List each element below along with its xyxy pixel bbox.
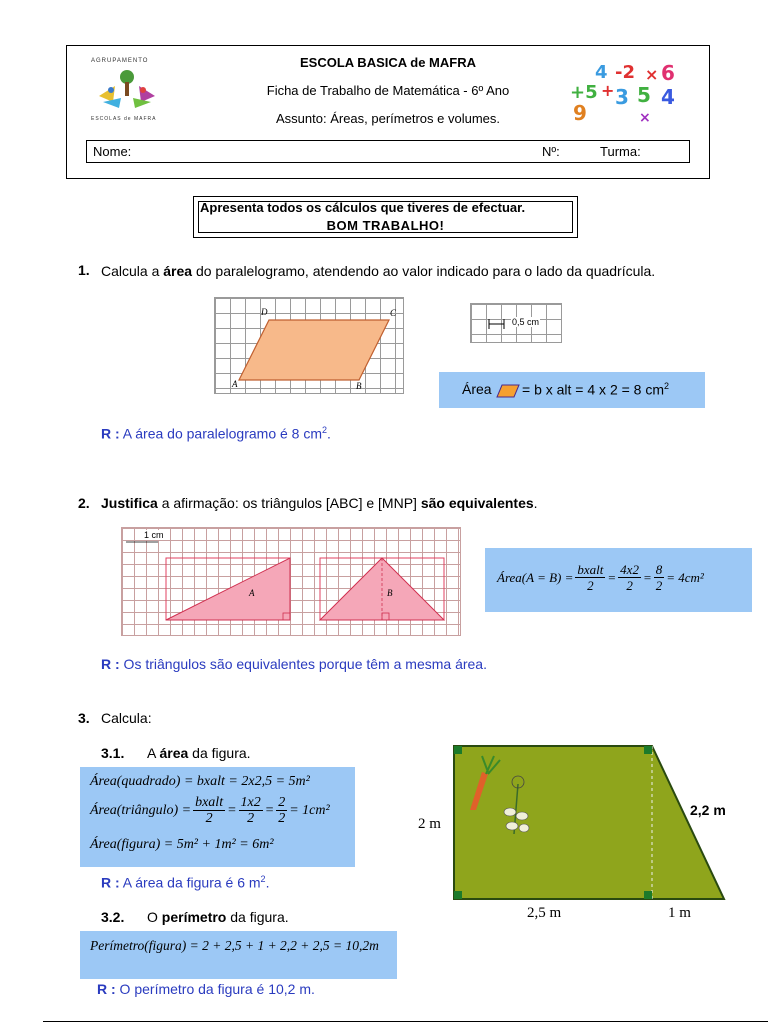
q1-text: Calcula a área do paralelogramo, atendendo ao valor indicado para o lado da quadrícula. (101, 263, 656, 279)
student-info-box (86, 140, 690, 163)
q1-scale-label: 0,5 cm (512, 317, 540, 327)
worksheet-subject: Assunto: Áreas, perímetros e volumes. (276, 111, 500, 126)
q31-text: A área da figura. (147, 745, 251, 761)
parallelogram-icon (496, 384, 520, 398)
q32-answer: R : O perímetro da figura é 10,2 m. (97, 981, 315, 997)
svg-text:×: × (645, 65, 659, 84)
field-bottom-label-1: 2,5 m (527, 905, 562, 921)
svg-text:4: 4 (595, 62, 608, 83)
q32-formula-box (80, 931, 397, 979)
instructions-line1: Apresenta todos os cálculos que tiveres de efectuar. (200, 200, 526, 215)
q2-text: Justifica a afirmação: os triângulos [ABC] e [MNP] são equivalentes. (101, 495, 538, 511)
q2-formula: Área(A = B) = $\frac{\text{bxalt}}{2}$ = $\frac{4x2}{2}$ = $\frac{8}{2}$ = 4cm² (497, 562, 704, 593)
q1-number: 1. (78, 262, 90, 278)
field-bottom-label-2: 1 m (668, 905, 691, 921)
triangle-b-label: B (387, 588, 393, 598)
logo-bottom-text: ESCOLAS de MAFRA (91, 116, 157, 122)
field-right-label: 2,2 m (690, 802, 726, 818)
class-label: Turma: (600, 144, 641, 159)
worksheet-title: Ficha de Trabalho de Matemática - 6º Ano (266, 83, 510, 98)
vertex-c-label: C (390, 308, 397, 318)
q3-number: 3. (78, 710, 90, 726)
q31-formula-box (80, 767, 355, 867)
perimeter-formula: Perímetro(figura) = 2 + 2,5 + 1 + 2,2 + 2,5 = 10,2m (90, 938, 379, 953)
q2-number: 2. (78, 495, 90, 511)
q1-parallelogram-grid (214, 297, 404, 394)
q31-number: 3.1. (101, 745, 125, 761)
q2-scale-label: 1 cm (144, 530, 164, 540)
page-bottom-rule (43, 1021, 768, 1022)
area-figure-formula: Área(figura) = 5m² + 1m² = 6m² (90, 837, 274, 852)
q31-answer: R : A área da figura é 6 $m^2$. (101, 874, 270, 891)
q1-scale-grid (470, 303, 562, 343)
instructions-box (193, 196, 578, 238)
q3-text: Calcula: (101, 710, 152, 726)
q1-formula-box (439, 372, 705, 408)
number-label: Nº: (542, 144, 560, 159)
q1-formula: = b x alt = 4 x 2 = 8 $cm^2$ (522, 381, 670, 398)
q2-answer: R : Os triângulos são equivalentes porque têm a mesma área. (101, 656, 487, 672)
svg-text:5: 5 (637, 83, 651, 107)
svg-text:+5: +5 (570, 82, 598, 103)
svg-text:4: 4 (661, 85, 675, 109)
q1-answer: R : A área do paralelogramo é 8 $cm^2$. (101, 425, 331, 442)
svg-text:-2: -2 (615, 62, 635, 83)
svg-text:3: 3 (615, 85, 629, 109)
name-label: Nome: (93, 144, 132, 159)
area-triangle-formula: Área(triângulo) = $\frac{\text{bxalt}}{2}$ = $\frac{1x2}{2}$ = $\frac{2}{2}$ = 1cm² (90, 795, 330, 826)
q2-formula-box (485, 548, 752, 612)
q2-triangles-grid (121, 527, 461, 636)
svg-text:9: 9 (573, 101, 587, 125)
vertex-a-label: A (232, 379, 238, 389)
triangles-figure (122, 528, 462, 637)
svg-text:6: 6 (661, 61, 675, 85)
q32-number: 3.2. (101, 909, 125, 925)
vertex-b-label: B (356, 381, 362, 391)
instructions-line2: BOM TRABALHO! (326, 218, 445, 233)
svg-text:×: × (639, 110, 651, 126)
field-left-label: 2 m (418, 816, 441, 832)
numbers-decoration-icon (565, 58, 685, 128)
vertex-d-label: D (261, 307, 268, 317)
school-name: ESCOLA BASICA de MAFRA (300, 55, 476, 70)
svg-text:+: + (601, 81, 615, 100)
q1-formula-pre: Área (462, 381, 492, 397)
field-trapezoid-figure (452, 744, 728, 904)
parallelogram-shape (215, 298, 405, 395)
triangle-a-label: A (249, 588, 255, 598)
q32-text: O perímetro da figura. (147, 909, 289, 925)
logo-top-text: AGRUPAMENTO (91, 58, 149, 64)
area-square-formula: Área(quadrado) = bxalt = 2x2,5 = 5m² (90, 774, 310, 789)
